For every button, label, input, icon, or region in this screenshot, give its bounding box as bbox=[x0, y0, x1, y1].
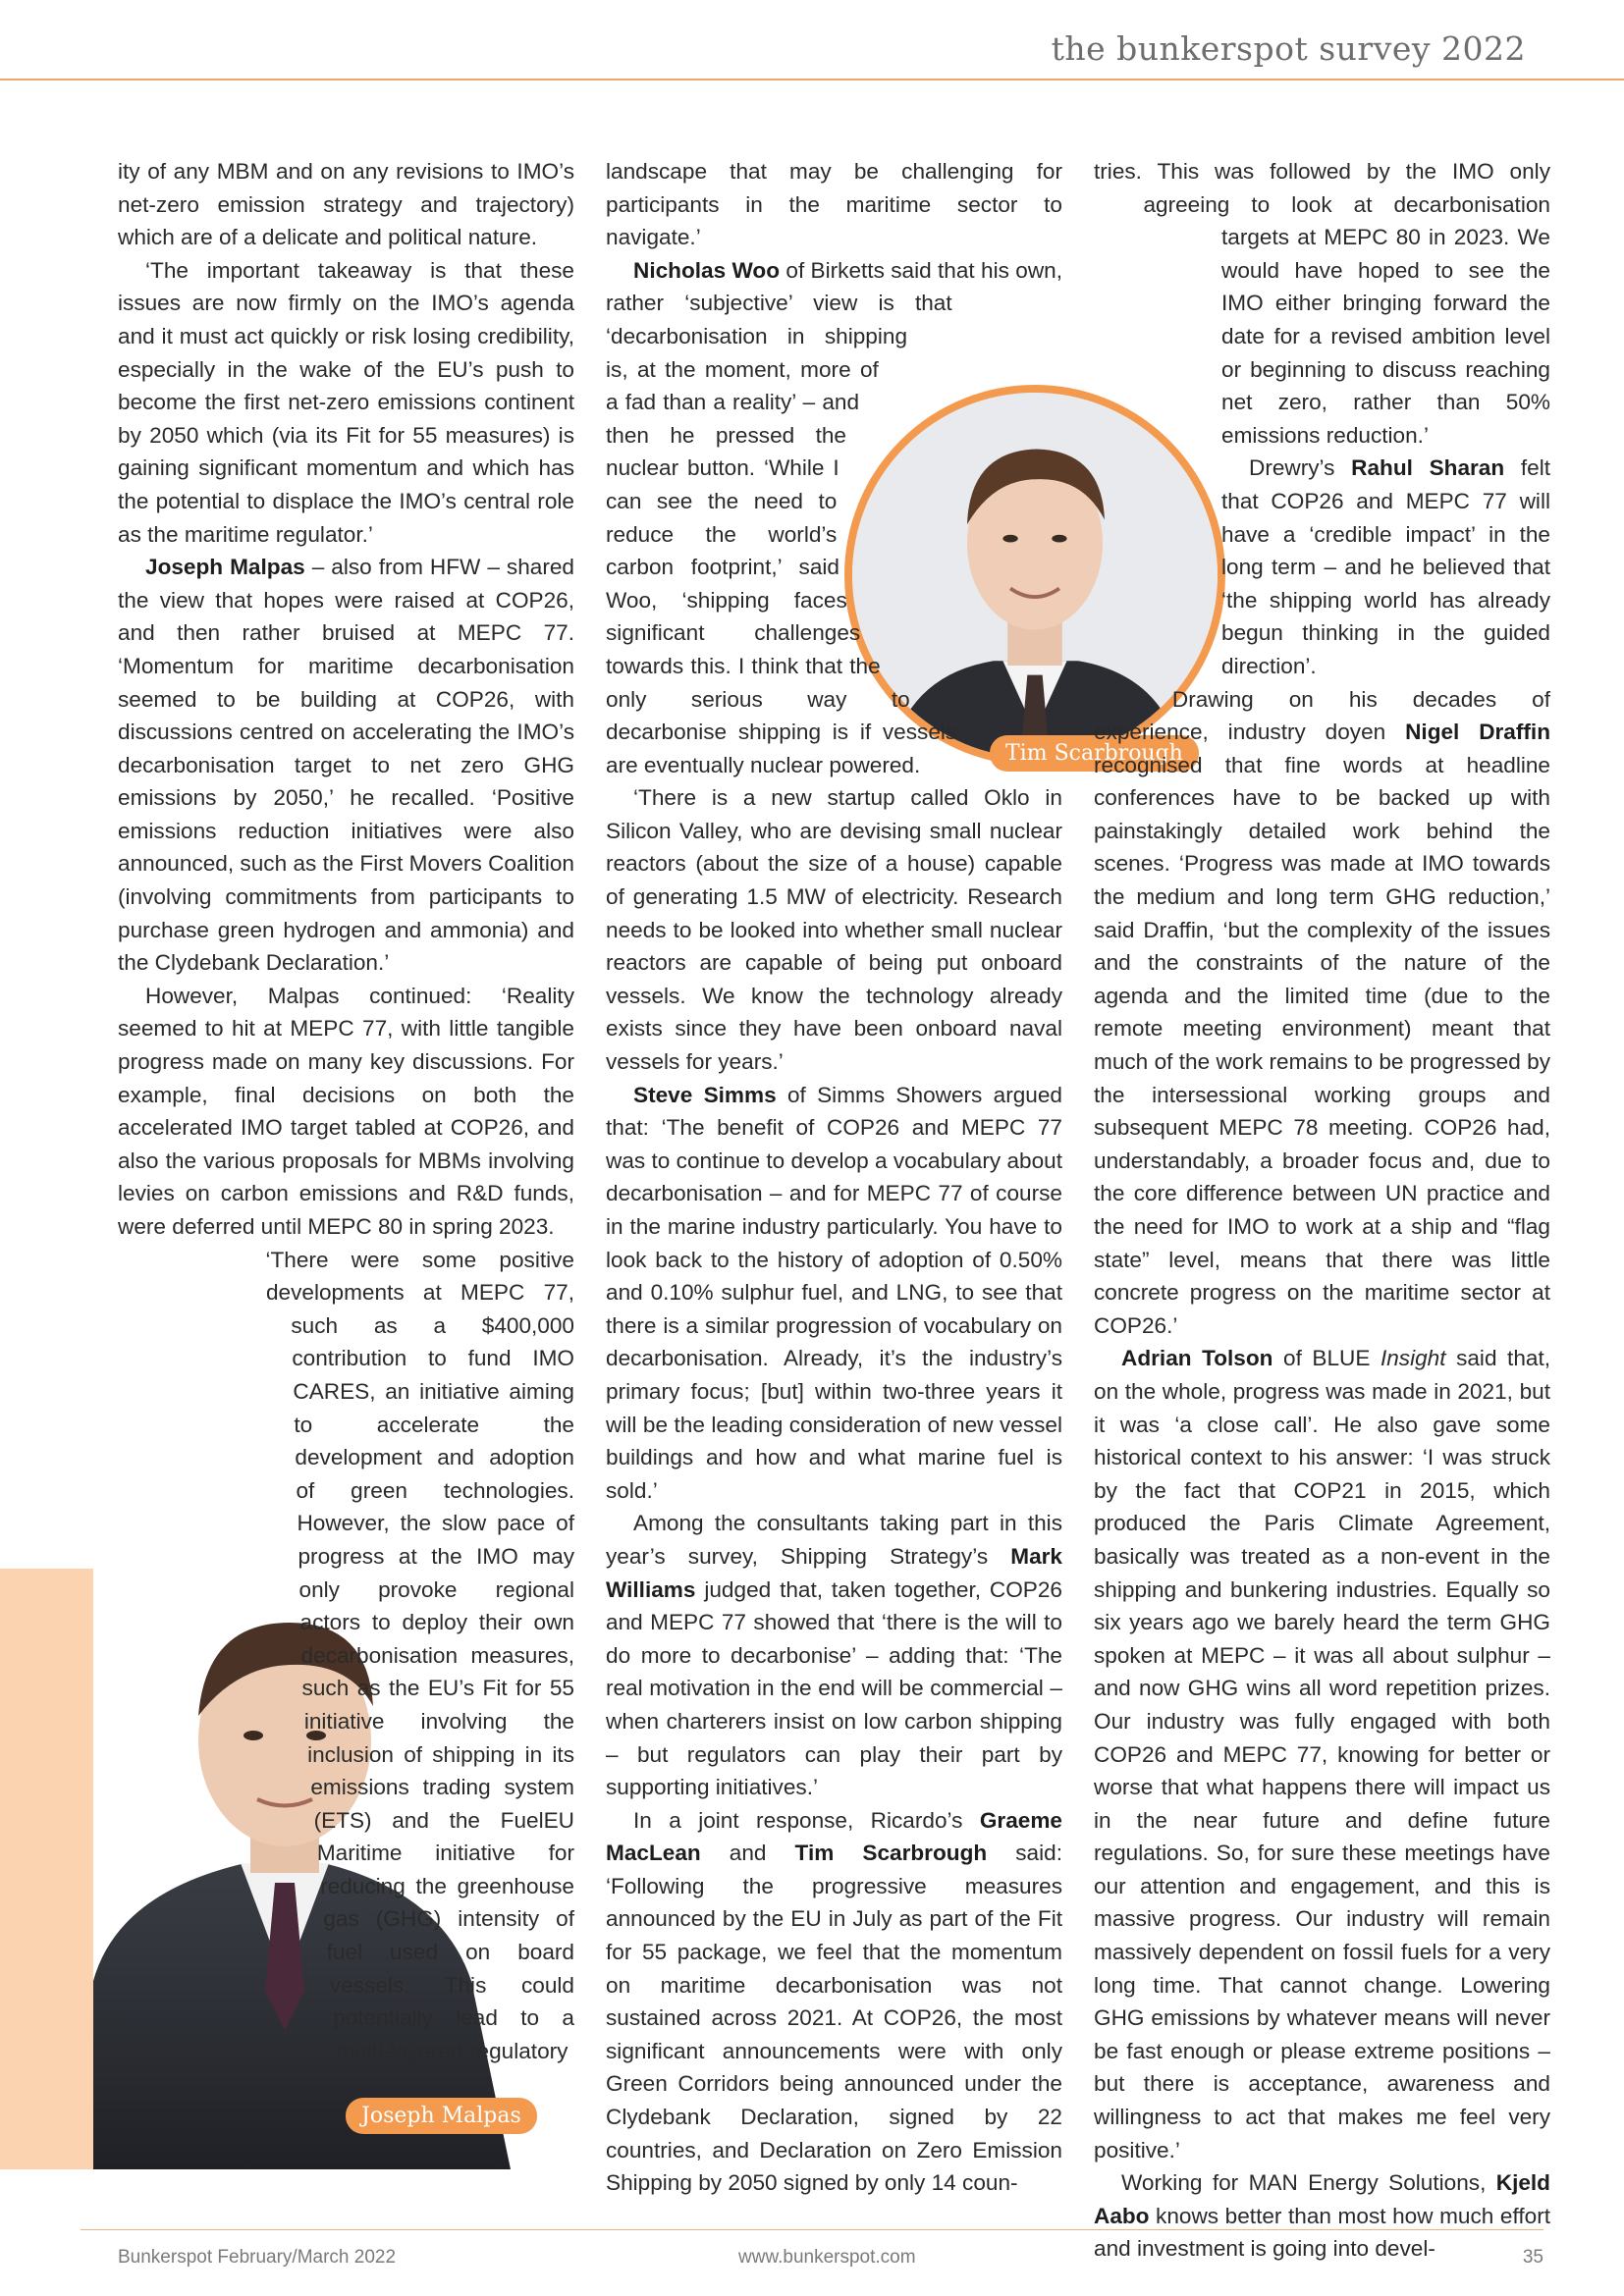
header-rule bbox=[0, 79, 1624, 80]
paragraph bbox=[606, 1079, 1062, 1508]
paragraph bbox=[118, 551, 574, 980]
paragraph-text: knows better than most how much effort and investment is going into devel- bbox=[1094, 2203, 1550, 2262]
header-title: the bunkerspot survey 2022 bbox=[1051, 29, 1526, 68]
paragraph-text: Drewry’s bbox=[1249, 455, 1352, 481]
paragraph-text: said that, on the whole, progress was made in 2021, but it was ‘a close call’. He also gave some historical context to his answer: ‘I was struck by the fact that COP21 in 2015, which produced the Paris Climate Agreement, basically was treated as a non-event in the shipping and bunkering industries. Equally so six years ago we barely heard the term GHG spoken at MEPC – it was all about sulphur – and now GHG wins all word repetition prizes. Our industry was fully engaged with both COP26 and MEPC 77, knowing for better or worse that what happens there will impact us in the near future and define future regulations. So, for sure these meetings have our attention and engagement, and this is massive progress. Our industry will remain massively dependent on fossil fuels for a very long time. That cannot change. Lowering GHG emissions by whatever means will never be fast enough or please extreme positions – but there is acceptance, awareness and willingness to act that makes me feel very positive.’ bbox=[1094, 1346, 1551, 2163]
paragraph: ‘There is a new startup called Oklo in Silicon Valley, who are devising small nuclear reactors (about the size of a house) capable of generating 1.5 MW of electricity. Research needs to be looked into whether small nuclear reactors are capable of being put onboard vessels. We know the technology already exists since they have been onboard naval vessels for years.’ bbox=[606, 785, 1062, 1075]
paragraph bbox=[1094, 683, 1550, 1343]
paragraph-text: and bbox=[700, 1841, 795, 1866]
footer-publication: Bunkerspot February/March 2022 bbox=[118, 2247, 397, 2268]
person-name: Steve Simms bbox=[633, 1082, 777, 1107]
article-column-2 bbox=[606, 155, 1062, 2200]
paragraph bbox=[606, 1507, 1062, 1803]
paragraph bbox=[1094, 2166, 1550, 2266]
caption-tim-scarbrough: Tim Scarbrough bbox=[990, 735, 1199, 772]
paragraph: landscape that may be challenging for participants in the maritime sector to navigate.’ bbox=[606, 159, 1062, 250]
paragraph-text: In a joint response, Ricardo’s bbox=[633, 1807, 980, 1833]
paragraph bbox=[606, 1804, 1062, 2200]
paragraph bbox=[1094, 1342, 1550, 2166]
paragraph-text: Among the consultants taking part in this year’s survey, Shipping Strategy’s bbox=[606, 1511, 1062, 1569]
paragraph: ity of any MBM and on any revisions to IMO’s net-zero emission strategy and trajectory) which are of a delicate and political nature. bbox=[118, 159, 574, 250]
footer-website-link[interactable]: www.bunkerspot.com bbox=[738, 2247, 916, 2268]
paragraph: However, Malpas continued: ‘Reality seemed to hit at MEPC 77, with little tangible progress made on many key discussions. For example, final decisions on both the accelerated IMO target tabled at COP26, and also the various proposals for MBMs involving levies on carbon emissions and R&D funds, were deferred until MEPC 80 in spring 2023. bbox=[118, 983, 574, 1239]
person-name: Nicholas Woo bbox=[633, 257, 781, 283]
paragraph-text: of Simms Showers argued that: ‘The benefit of COP26 and MEPC 77 was to continue to develop a vocabulary about decarbonisation – and for MEPC 77 of course in the marine industry particularly. You have to look back to the history of adoption of 0.50% and 0.10% sulphur fuel, and LNG, to see that there is a similar progression of vocabulary on decarbonisation. Already, it’s the industry’s primary focus; [but] within two-three years it will be the leading consideration of new vessel buildings and how and what marine fuel is sold.’ bbox=[606, 1082, 1062, 1503]
person-name: Graeme MacLean bbox=[606, 1807, 1062, 1866]
person-name: Rahul Sharan bbox=[1351, 455, 1505, 481]
paragraph: ‘There were some positive developments at MEPC 77, such as a $400,000 contribution to fund IMO CARES, an initiative aiming to accelerate the development and adoption of green technologies. However, the slow pace of progress at the IMO may only provoke regional actors to deploy their own decarbonisation measures, such as the EU’s Fit for 55 initiative involving the inclusion of shipping in its emissions trading system (ETS) and the FuelEU Maritime initiative for reducing the greenhouse gas (GHG) intensity of fuel used on board vessels. This could potentially lead to a multi-layered regulatory bbox=[265, 1247, 574, 2063]
paragraph-text: felt that COP26 and MEPC 77 will have a ‘credible impact’ in the long term – and he believed that ‘the shipping world has already begun thinking in the guided direction’. bbox=[1221, 455, 1551, 678]
paragraph-text: judged that, taken together, COP26 and MEPC 77 showed that ‘there is the will to do more to decarbonise’ – adding that: ‘The real motivation in the end will be commercial – when charterers insist on low carbon shipping – but regulators can play their part by supporting initiatives.’ bbox=[606, 1576, 1062, 1800]
caption-joseph-malpas: Joseph Malpas bbox=[346, 2098, 537, 2134]
footer-rule bbox=[81, 2229, 1543, 2230]
person-name: Tim Scarbrough bbox=[794, 1841, 988, 1866]
paragraph-text: Working for MAN Energy Solutions, bbox=[1121, 2170, 1496, 2196]
person-name: Joseph Malpas bbox=[145, 555, 305, 580]
paragraph: ‘The important takeaway is that these issues are now firmly on the IMO’s agenda and it must act quickly or risk losing credibility, especially in the wake of the EU’s push to become the first net-zero emissions continent by 2050 which (via its Fit for 55 measures) is gaining significant momentum and which has the potential to displace the IMO’s central role as the maritime regulator.’ bbox=[118, 257, 574, 547]
article-column-3 bbox=[1094, 155, 1550, 2266]
paragraph-text: recognised that fine words at headline conferences have to be backed up with painstakingly detailed work behind the scenes. ‘Progress was made at IMO towards the medium and long term GHG reduction,’ said Draffin, ‘but the complexity of the issues and the constraints of the nature of the agenda and the limited time (due to the remote meeting environment) meant that much of the work remains to be progressed by the intersessional working groups and subsequent MEPC 78 meeting. COP26 had, understandably, a broader focus and, due to the core difference between UN practice and the need for IMO to work at a ship and “flag state” level, means that there was little concrete progress on the maritime sector at COP26.’ bbox=[1094, 752, 1550, 1338]
person-name: Kjeld Aabo bbox=[1094, 2170, 1550, 2228]
page-number: 35 bbox=[1522, 2247, 1543, 2268]
person-name: Nigel Draffin bbox=[1405, 720, 1550, 745]
paragraph: tries. This was followed by the IMO only agreeing to look at decarbonisation targets at MEPC 80 in 2023. We would have hoped to see the IMO either bringing forward the date for a revised ambition level or beginning to discuss reaching net zero, rather than 50% emissions reduction.’ bbox=[1094, 159, 1550, 448]
paragraph-text: said: ‘Following the progressive measures announced by the EU in July as part of the Fit for 55 package, we feel that the momentum on maritime decarbonisation was not sustained across 2021. At COP26, the most significant announcements were with only Green Corridors being announced under the Clydebank Declaration, signed by 22 countries, and Declaration on Zero Emission Shipping by 2050 signed by only 14 coun- bbox=[606, 1841, 1062, 2196]
paragraph-text: Drawing on his decades of experience, industry doyen bbox=[1094, 686, 1550, 745]
paragraph-text: – also from HFW – shared the view that hopes were raised at COP26, and then rather bruised at MEPC 77. ‘Momentum for maritime decarbonisation seemed to be building at COP26, with discussions centred on accelerating the IMO’s decarbonisation target to net zero GHG emissions by 2050,’ he recalled. ‘Positive emissions reduction initiatives were also announced, such as the First Movers Coalition (involving commitments from participants to purchase green hydrogen and ammonia) and the Clydebank Declaration.’ bbox=[118, 555, 574, 976]
person-name: Mark Williams bbox=[606, 1543, 1062, 1602]
paragraph-text: of BLUE bbox=[1272, 1346, 1380, 1371]
article-column-1 bbox=[118, 155, 574, 2196]
person-name: Adrian Tolson bbox=[1121, 1346, 1273, 1371]
publication-name: Insight bbox=[1380, 1346, 1446, 1371]
paragraph-text: of Birketts said that his own, rather ‘subjective’ view is that ‘decarbonisation in shipping is, at the moment, more of a fad than a reality’ – and then he pressed the nuclear button. ‘While I can see the need to reduce the world’s carbon footprint,’ said Woo, ‘shipping faces significant challenges towards this. I think that the only serious way to decarbonise shipping is if vessels are eventually nuclear powered. bbox=[606, 257, 1062, 777]
photo-accent-band bbox=[0, 1569, 93, 2169]
